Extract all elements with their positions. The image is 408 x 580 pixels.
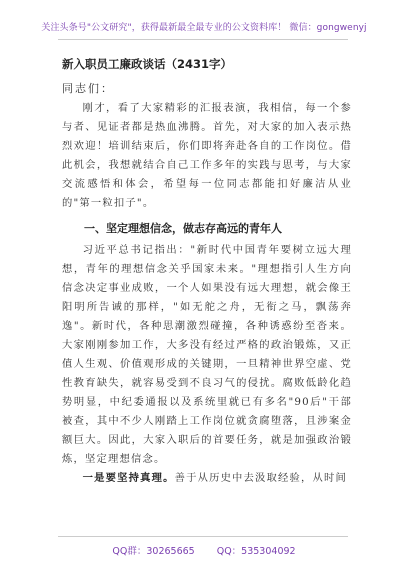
point-1-paragraph (62, 469, 352, 488)
section-heading-1: 一、坚定理想信念，做志存高远的青年人 (84, 222, 282, 235)
footer-divider (58, 536, 348, 537)
salutation: 同志们： (62, 82, 114, 95)
document-title: 新入职员工廉政谈话（2431字） (62, 57, 233, 71)
point-1-lead: 一是要坚持真理。 (82, 472, 175, 484)
header-banner: 关注头条号"公文研究"，获得最新最全最专业的公文资料库！ 微信：gongwenyj (41, 23, 367, 33)
footer-qq-group: QQ群：30265665 (112, 546, 195, 557)
intro-paragraph: 刚才，看了大家精彩的汇报表演，我相信，每一个参与者、见证者都是热血沸腾。首先，对大家的加入表示热烈欢迎！培训结束后，你们即将奔赴各自的工作岗位。借此机会，我想就结合自己工作多年的实践与思考，与大家交流感悟和体会，希望每一位同志都能扣好廉洁从业的"第一粒扣子"。 (62, 102, 352, 209)
point-1-text: 善于从历史中去汲取经验，从时间 (174, 472, 348, 484)
footer-qq: QQ：535304092 (216, 546, 296, 557)
section-1-paragraph: 习近平总书记指出："新时代中国青年要树立远大理想，青年的理想信念关乎国家未来。"理想指引人生方向信念决定事业成败，一个人如果没有远大理想，就会像王阳明所告诫的那样，"如无舵之舟，无衔之马，飘荡奔逸"。新时代，各种思潮激烈碰撞，各种诱惑纷至沓来。大家刚刚参加工作，大多没有经过严格的政治锻炼，又正值人生观、价值观形成的关键期，一旦精神世界空虚、党性教育缺失，就容易受到不良习气的侵扰。腐败低龄化趋势明显，中纪委通报以及系统里就已有多名"90后"干部被查，其中不少人刚踏上工作岗位就贪腐堕落，且涉案金额巨大。因此，大家入职后的首要任务，就是加强政治锻炼，坚定理想信念。 (62, 244, 352, 465)
header-divider (58, 39, 348, 40)
footer (0, 543, 408, 557)
document-body (62, 55, 352, 488)
